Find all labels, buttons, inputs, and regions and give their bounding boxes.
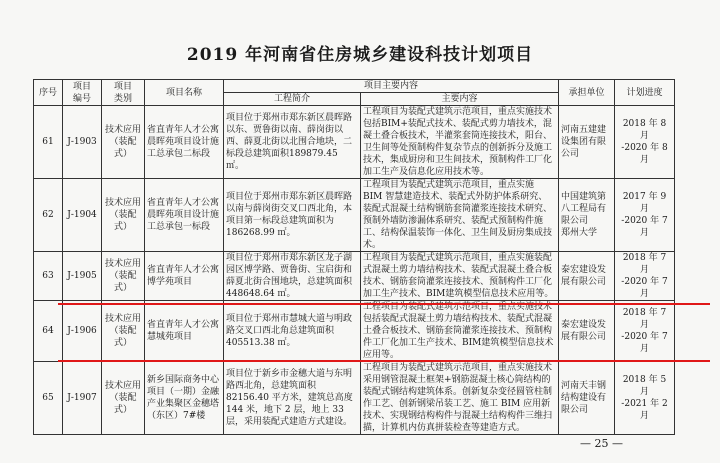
table-row [34,179,675,252]
header-schedule: 计划进度 [615,80,675,106]
table-row [34,106,675,179]
row-overview: 项目位于郑州市慧城大道与明政路交叉口西北角总建筑面积405513.38 ㎡。 [224,301,361,362]
row-code: J-1903 [63,106,102,179]
row-schedule: 2017 年 9 月 -2020 年 7 月 [615,179,675,252]
header-category: 项目 类别 [102,80,145,106]
header-code: 项目 编号 [63,80,102,106]
table-row [34,252,675,301]
header-seq: 序号 [34,80,63,106]
row-schedule: 2018 年 7 月 -2020 年 7 月 [615,252,675,301]
row-category: 技术应用 （装配式） [102,179,145,252]
row-overview: 项目位于郑州市郑东新区晨晖路以东、贾鲁街以南、薛岗街以西、薛夏北街以北围合地块，二标段总建筑面积189879.45 ㎡。 [224,106,361,179]
row-overview: 项目位于郑州市郑东新区晨晖路以南与薛岗街交叉口西北角，本项目第一标段总建筑面积为 186268.99 ㎡。 [224,179,361,252]
row-seq: 63 [34,252,63,301]
row-seq: 61 [34,106,63,179]
table-row [34,362,675,435]
row-name: 省直青年人才公寓博学苑项目 [145,252,224,301]
highlight-line-bottom [58,360,710,362]
page-number: — 25 — [580,437,623,450]
row-undertaker: 泰宏建设发展有限公司 [559,301,615,362]
header-undertaker: 承担单位 [559,80,615,106]
row-undertaker: 河南天丰钢结构建设有限公司 [559,362,615,435]
row-main-content: 工程项目为装配式建筑示范项目，重点实施技术包括装配式混凝土剪力墙结构技术、装配式混凝土叠合板技术、钢筋套筒灌浆连接技术、预制构件工厂化加工生产技术、BIM建筑模型信息技术应用等。 [361,301,559,362]
row-schedule: 2018 年 7 月 -2020 年 7 月 [615,301,675,362]
row-code: J-1905 [63,252,102,301]
row-code: J-1906 [63,301,102,362]
row-main-content: 工程项目为装配式建筑示范项目，重点实施技术包括BIM+装配式技术、装配式剪力墙技术，混凝土叠合板技术，半灌浆套筒连接技术，阳台、卫生间等处预制构件复杂节点的创新拆分及施工技术，集成厨房和卫生间技术，预制构件工厂化加工生产及信息化应用技术等。 [361,106,559,179]
page-title: 2019 年河南省住房城乡建设科技计划项目 [186,45,534,65]
row-category: 技术应用 （装配式） [102,252,145,301]
row-main-content: 工程项目为装配式建筑示范项目，重点实施 BIM 智慧建造技术、装配式外防护体系研究、装配式混凝土结构钢筋套筒灌浆连接技术研究、预制外墙防渗漏体系研究、装配式预制构件施工、结构保温装饰一体化、卫生间及厨房集成技术。 [361,179,559,252]
header-overview: 工程简介 [224,93,361,106]
row-overview: 项目位于新乡市金穗大道与东明路西北角，总建筑面积 82156.40 平方米，建筑总高度 144 米，地下 2 层，地上 33 层，采用装配式建造方式建设。 [224,362,361,435]
row-name: 省直青年人才公寓慧城苑项目 [145,301,224,362]
row-schedule: 2018 年 5 月 -2021 年 2 月 [615,362,675,435]
header-name: 项目名称 [145,80,224,106]
row-name: 新乡国际商务中心项目（一期）金融产业集聚区金穗塔（东区）7#楼 [145,362,224,435]
row-undertaker: 中国建筑第八工程局有限公司 郑州大学 [559,179,615,252]
header-content-group: 项目主要内容 [224,80,559,93]
row-main-content: 工程项目为装配式建筑示范项目，重点实施装配式混凝土剪力墙结构技术、装配式混凝土叠合板技术、钢筋套筒灌浆连接技术、预制构件工厂化加工生产技术、BIM建筑模型信息技术应用等。 [361,252,559,301]
row-code: J-1907 [63,362,102,435]
project-table [33,79,675,435]
row-name: 省直青年人才公寓晨晖苑项目设计施工总承包二标段 [145,106,224,179]
row-schedule: 2018 年 8 月 -2020 年 8 月 [615,106,675,179]
highlight-line-top [58,303,710,305]
row-category: 技术应用 （装配式） [102,362,145,435]
row-main-content: 工程项目为装配式建筑示范项目，重点实施技术采用钢管混凝土框架+钢筋混凝土核心筒结构的装配式钢结构建筑体系。创新复杂变径圆管柱制作工艺、创新钢梁吊装工艺、施工 BIM 应用新技术、实现钢结构构件与混凝土结构构件三维扫描，计算机内仿真拼装检查等建造方式。 [361,362,559,435]
row-seq: 65 [34,362,63,435]
row-name: 省直青年人才公寓晨晖苑项目设计施工总承包一标段 [145,179,224,252]
row-overview: 项目位于郑州市郑东新区龙子湖园区博学路、贾鲁街、宝启街和薛夏北街合围地块，总建筑面积448648.64 ㎡。 [224,252,361,301]
header-main-content: 主要内容 [361,93,559,106]
table-row [34,301,675,362]
row-seq: 62 [34,179,63,252]
row-undertaker: 泰宏建设发展有限公司 [559,252,615,301]
row-category: 技术应用 （装配式） [102,301,145,362]
row-category: 技术应用 （装配式） [102,106,145,179]
row-seq: 64 [34,301,63,362]
row-code: J-1904 [63,179,102,252]
row-undertaker: 河南五建建设集团有限公司 [559,106,615,179]
